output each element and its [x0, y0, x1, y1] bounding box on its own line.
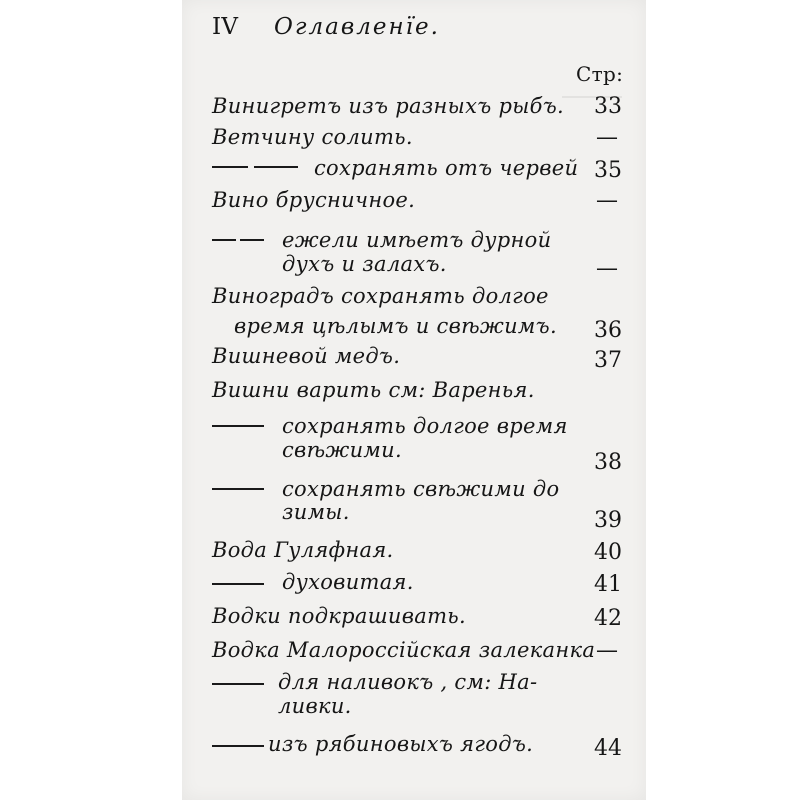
entry-text: Вино брусничное. [212, 188, 416, 212]
entry-text: Ветчину солить. [212, 125, 413, 149]
entry-text: изъ рябиновыхъ ягодъ. [268, 732, 534, 756]
entry-page: 33 [594, 94, 622, 119]
ditto-dash [212, 683, 264, 685]
ditto-dash [212, 488, 264, 490]
entry-text: Вода Гуляфная. [212, 538, 394, 562]
entry-page: — [596, 125, 618, 150]
entry-page: 39 [594, 508, 622, 533]
entry-text: Водка Малороссійская залеканка [212, 638, 596, 662]
entry-text: свѣжими. [282, 438, 402, 462]
entry-text: Вишни варить см: Варенья. [212, 378, 535, 402]
entry-text: Винигретъ изъ разныхъ рыбъ. [212, 94, 565, 118]
entry-page: 36 [594, 318, 622, 343]
entry-text: ливки. [278, 694, 352, 718]
page-number: IV [212, 14, 239, 40]
ditto-dash [254, 166, 298, 168]
entry-page: 44 [594, 736, 622, 761]
page-title: Оглавленїе. [274, 14, 440, 40]
ditto-dash [212, 745, 264, 747]
entry-page: 42 [594, 606, 622, 631]
book-page [182, 0, 646, 800]
entry-text: духовитая. [282, 570, 414, 594]
ditto-dash [212, 425, 264, 427]
entry-page: — [596, 638, 618, 663]
entry-text: сохранять свѣжими до [282, 477, 560, 501]
entry-text: Виноградъ сохранять долгое [212, 284, 549, 308]
entry-text: время цѣлымъ и свѣжимъ. [234, 314, 557, 338]
ditto-dash [212, 583, 264, 585]
entry-text: Водки подкрашивать. [212, 604, 466, 628]
entry-text: Вишневой медъ. [212, 344, 401, 368]
entry-page: 38 [594, 450, 622, 475]
entry-page: — [596, 188, 618, 213]
entry-page: 35 [594, 158, 622, 183]
entry-text: сохранять отъ червей [314, 156, 579, 180]
column-label: Стр: [576, 62, 624, 86]
entry-text: зимы. [282, 500, 350, 524]
entry-text: для наливокъ , см: На- [278, 670, 538, 694]
entry-page: — [596, 256, 618, 281]
entry-text: ежели имѣетъ дурной [282, 228, 552, 252]
entry-page: 40 [594, 540, 622, 565]
entry-page: 41 [594, 572, 622, 597]
ditto-dash [212, 239, 236, 241]
entry-text: сохранять долгое время [282, 414, 568, 438]
entry-text: духъ и залахъ. [282, 252, 447, 276]
ditto-dash [212, 166, 248, 168]
ditto-dash [240, 239, 264, 241]
entry-page: 37 [594, 348, 622, 373]
